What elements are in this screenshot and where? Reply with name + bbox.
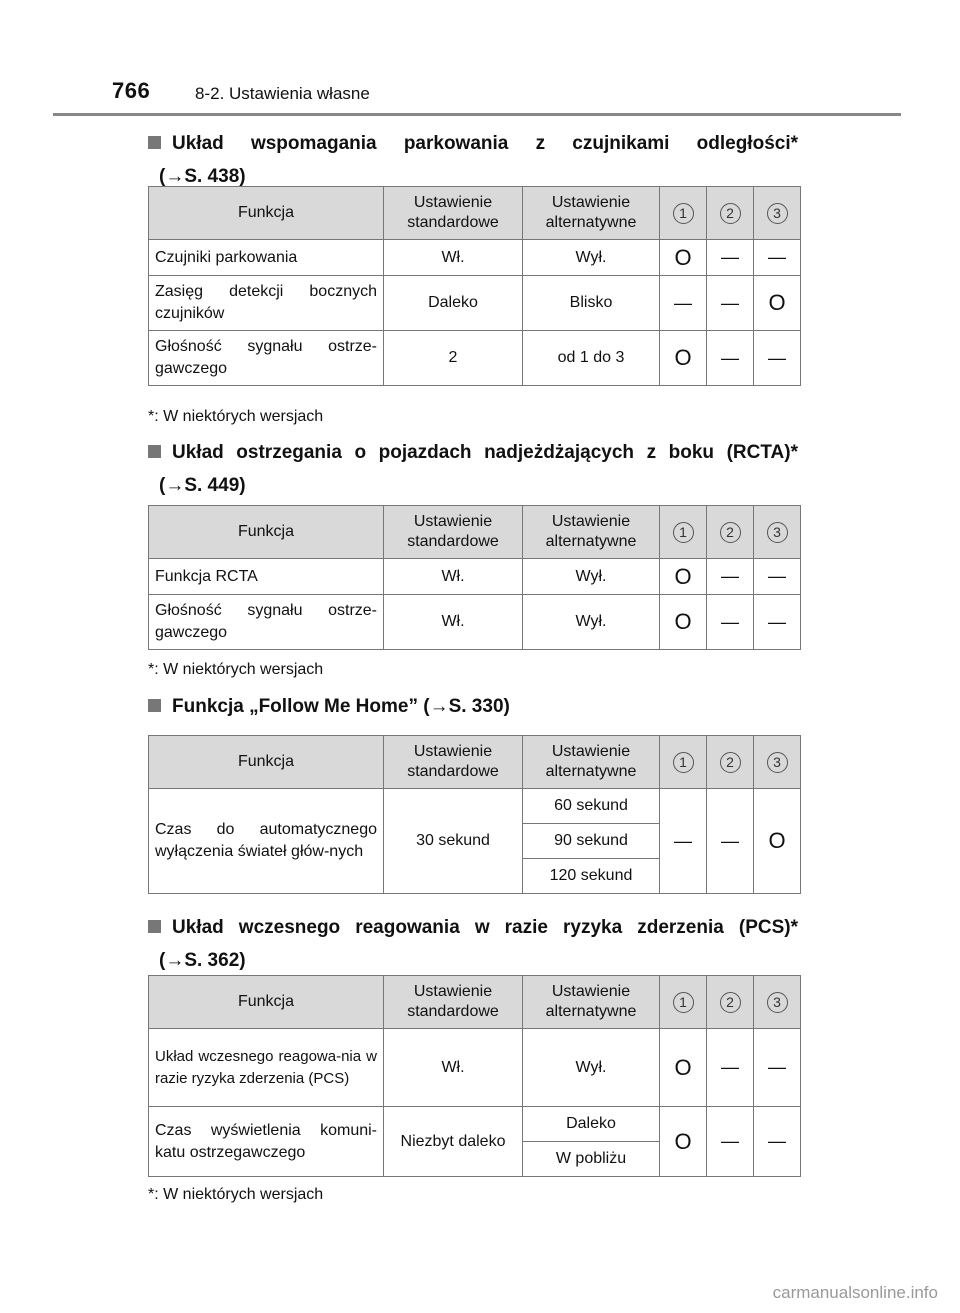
table-row: Czas do automatycznego wyłączenia świateł głów-nych 30 sekund 60 sekund — — O [149,789,801,824]
footnote: *: W niektórych wersjach [148,1186,324,1203]
col-alternative: Ustawienie alternatywne [523,187,660,240]
bullet-square-icon [148,136,161,149]
table-header-row: Funkcja Ustawienie standardowe Ustawienie alternatywne 1 2 3 [149,976,801,1029]
col-3: 3 [754,187,801,240]
col-1: 1 [660,187,707,240]
section2-heading: Układ ostrzegania o pojazdach nadjeżdżających z boku (RCTA)* (→S. 449) [148,436,798,502]
header-divider [53,113,901,116]
section4-heading: Układ wczesnego reagowania w razie ryzyka zderzenia (PCS)* (→S. 362) [148,911,798,977]
table-row: 90 sekund [149,824,801,859]
table-header-row [149,187,801,240]
bullet-square-icon [148,920,161,933]
section-title: 8-2. Ustawienia własne [195,84,370,103]
col-2: 2 [707,187,754,240]
bullet-square-icon [148,699,161,712]
table-row: Układ wczesnego reagowa-nia w razie ryzyka zderzenia (PCS) Wł. Wył. O — — [149,1029,801,1107]
section1-table [148,186,801,386]
section1-heading: Układ wspomagania parkowania z czujnikami odległości* (→S. 438) [148,127,798,193]
table-row: W pobliżu [149,1142,801,1177]
col-funkcja: Funkcja [149,187,384,240]
section4-table [148,975,801,1177]
section3-table [148,735,801,894]
table-row: Funkcja RCTA Wł. Wył. O — — [149,559,801,595]
page-number: 766 [112,78,151,103]
table-row: 120 sekund [149,859,801,894]
table-header-row: Funkcja Ustawienie standardowe Ustawienie alternatywne 1 2 3 [149,506,801,559]
page-header [0,0,960,115]
watermark: carmanualsonline.info [772,1283,938,1302]
table-row: Głośność sygnału ostrze-gawczego 2 od 1 do 3 O — — [149,331,801,386]
table-row: Czujniki parkowania Wł. Wył. O — — [149,240,801,276]
table-header-row: Funkcja Ustawienie standardowe Ustawienie alternatywne 1 2 3 [149,736,801,789]
footnote: *: W niektórych wersjach [148,408,324,425]
footnote: *: W niektórych wersjach [148,661,324,678]
col-standard: Ustawienie standardowe [384,187,523,240]
table-row: Głośność sygnału ostrze-gawczego Wł. Wył. O — — [149,595,801,650]
table-row: Czas wyświetlenia komuni-katu ostrzegawczego Niezbyt daleko Daleko O — — [149,1107,801,1142]
table-row: Zasięg detekcji bocznych czujników Daleko Blisko — — O [149,276,801,331]
section3-heading: Funkcja „Follow Me Home” (→S. 330) [148,690,510,723]
bullet-square-icon [148,445,161,458]
section2-table [148,505,801,650]
